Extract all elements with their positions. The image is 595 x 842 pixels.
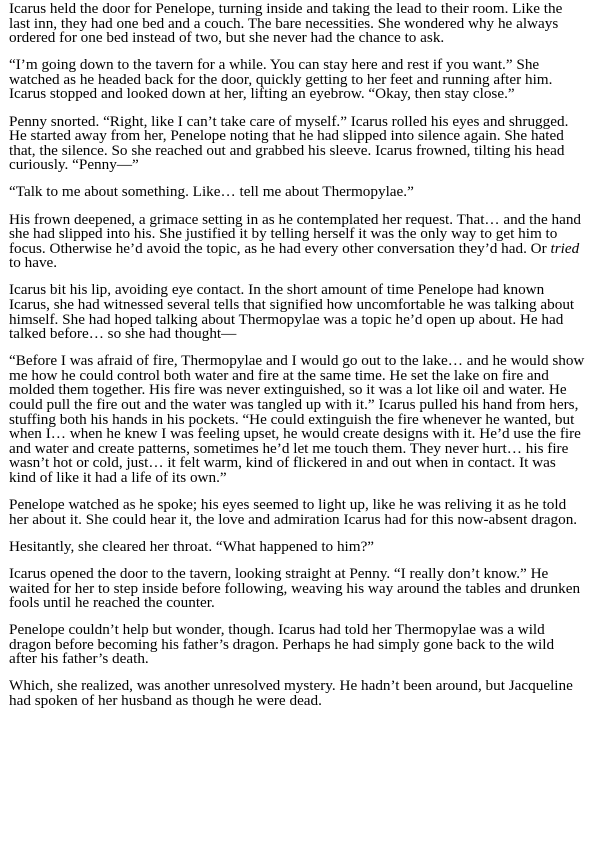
paragraph-12: Penelope couldn’t help but wonder, though. Icarus had told her Thermopylae was a wild dragon before becoming his father’s dragon. Perhaps he had simply gone back to the wild after his father’s death. (9, 621, 555, 668)
paragraph-10: Hesitantly, she cleared her throat. “What happened to him?” (9, 537, 375, 555)
paragraph-8: “Before I was afraid of fire, Thermopylae and I would go out to the lake… and he would show me how he could control both water and fire at the same time. He set the lake on fire and molded them together. His fire was never extinguished, so it was a lot like oil and water. He could pull the fire out and the water was tangled up with it.” Icarus pulled his hand from hers, stuffing both his hands in his pockets. “He could extinguish the fire whenever he wanted, but when I… when he knew I was feeling upset, he would create designs with it. He’d use the fire and water and create patterns, sometimes he’d let me touch them. They never hurt… his fire wasn’t hot or cold, just… it felt warm, kind of flickered in and out when in contact. It was kind of like it had a life of its own.” (9, 352, 585, 487)
paragraph-13: Which, she realized, was another unresolved mystery. He hadn’t been around, but Jacqueline had spoken of her husband as though he were dead. (9, 677, 573, 710)
paragraph-6-text-before: His frown deepened, a grimace setting in as he contemplated her request. That… and the hand she had slipped into his. She justified it by telling herself it was the only way to get him to focus. Otherwise he’d avoid the topic, as he had every other conversation they’d had. Or (9, 210, 582, 257)
paragraph-4: He started away from her, Penelope noting that he had slipped into silence again. She hated that, the silence. So she reached out and grabbed his sleeve. Icarus frowned, tilting his head curiously. “Penny—” (9, 127, 565, 174)
paragraph-6-emphasis: tried (550, 239, 580, 257)
paragraph-9: Penelope watched as he spoke; his eyes seemed to light up, like he was reliving it as he told her about it. She could hear it, the love and admiration Icarus had for this now-absent dragon. (9, 496, 578, 528)
paragraph-6-text-after: to have. (9, 254, 58, 272)
paragraph-2: “I’m going down to the tavern for a while. You can stay here and rest if you want.” She watched as he headed back for the door, quickly getting to her feet and running after him. Icarus stopped and looked down at her, lifting an eyebrow. “Okay, then stay close.” (9, 56, 553, 103)
paragraph-6 (9, 210, 585, 272)
paragraph-5: “Talk to me about something. Like… tell me about Thermopylae.” (9, 183, 414, 201)
paragraph-11: Icarus opened the door to the tavern, looking straight at Penny. “I really don’t know.” He waited for her to step inside before following, weaving his way around the tables and drunken fools until he reached the counter. (9, 564, 581, 612)
paragraph-1: Icarus held the door for Penelope, turning inside and taking the lead to their room. Like the last inn, they had one bed and a couch. The bare necessities. She wondered why he always ordered for one bed instead of two, but she never had the chance to ask. (9, 0, 563, 47)
paragraph-7: Icarus bit his lip, avoiding eye contact. In the short amount of time Penelope had known Icarus, she had witnessed several tells that signified how uncomfortable he was talking about himself. She had hoped talking about Thermopylae was a topic he’d open up about. He had talked before… so she had thought— (9, 281, 575, 343)
paragraph-3: Penny snorted. “Right, like I can’t take care of myself.” Icarus rolled his eyes and shrugged. (9, 112, 569, 130)
